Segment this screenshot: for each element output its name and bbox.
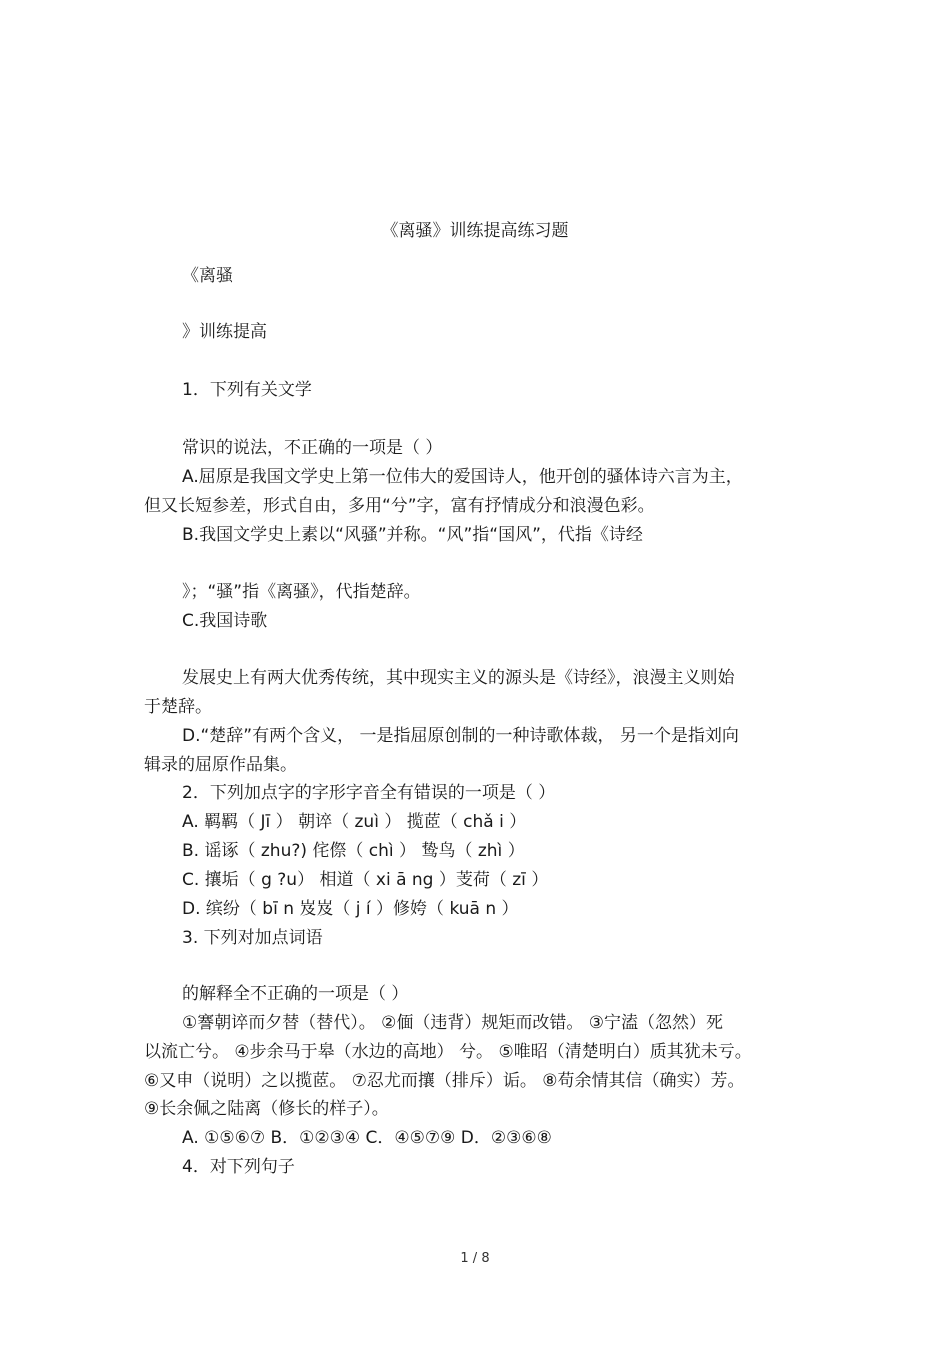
option-d: D.“楚辞”有两个含义， 一是指屈原创制的一种诗歌体裁， 另一个是指刘向 [182, 726, 739, 746]
text-line: 》训练提高 [182, 322, 267, 342]
option-c: C.我国诗歌 [182, 611, 268, 631]
question-2-stem: 2．下列加点字的字形字音全有错误的一项是（ ） [182, 783, 556, 803]
question-1-stem: 1．下列有关文学 [182, 380, 312, 400]
text-line: 的解释全不正确的一项是（ ） [182, 984, 409, 1004]
text-line: 于楚辞。 [144, 697, 212, 717]
text-line: 》；“骚”指《离骚》，代指楚辞。 [182, 582, 421, 602]
text-line: 常识的说法，不正确的一项是（ ） [182, 438, 443, 458]
question-4-stem: 4．对下列句子 [182, 1157, 295, 1177]
text-line: 发展史上有两大优秀传统，其中现实主义的源头是《诗经》，浪漫主义则始 [182, 668, 735, 688]
text-line: ①謇朝谇而夕替（替代）。 ②偭（违背）规矩而改错。 ③宁溘（忽然）死 [182, 1013, 724, 1033]
text-line: 《离骚 [182, 266, 233, 286]
text-line: ⑨长余佩之陆离（修长的样子）。 [144, 1099, 389, 1119]
option-c: C. 攘垢（ g ?u） 相道（ xi ā ng ）芰荷（ zī ） [182, 870, 549, 890]
text-line: 辑录的屈原作品集。 [144, 755, 297, 775]
answer-options: A. ①⑤⑥⑦ B．①②③④ C．④⑤⑦⑨ D．②③⑥⑧ [182, 1128, 552, 1148]
text-line: 但又长短参差，形式自由，多用“兮”字，富有抒情成分和浪漫色彩。 [144, 496, 655, 516]
option-d: D. 缤纷（ bī n 岌岌（ j í ）修姱（ kuā n ） [182, 899, 519, 919]
page-number: 1 / 8 [460, 1251, 490, 1266]
text-line: 以流亡兮。 ④步余马于皋（水边的高地） 兮。 ⑤唯昭（清楚明白）质其犹未亏。 [144, 1042, 752, 1062]
option-b: B.我国文学史上素以“风骚”并称。“风”指“国风”，代指《诗经 [182, 525, 643, 545]
option-a: A. 羁羁（ Jī ） 朝谇（ zuì ） 揽茝（ chǎ i ） [182, 812, 527, 832]
option-a: A.屈原是我国文学史上第一位伟大的爱国诗人，他开创的骚体诗六言为主， [182, 467, 743, 487]
question-3-stem: 3. 下列对加点词语 [182, 928, 323, 948]
document-title: 《离骚》训练提高练习题 [381, 221, 569, 241]
option-b: B. 谣诼（ zhu?) 侘傺（ chì ） 鸷鸟（ zhì ） [182, 841, 525, 861]
text-line: ⑥又申（说明）之以揽茝。 ⑦忍尤而攘（排斥）诟。 ⑧苟余情其信（确实）芳。 [144, 1071, 745, 1091]
